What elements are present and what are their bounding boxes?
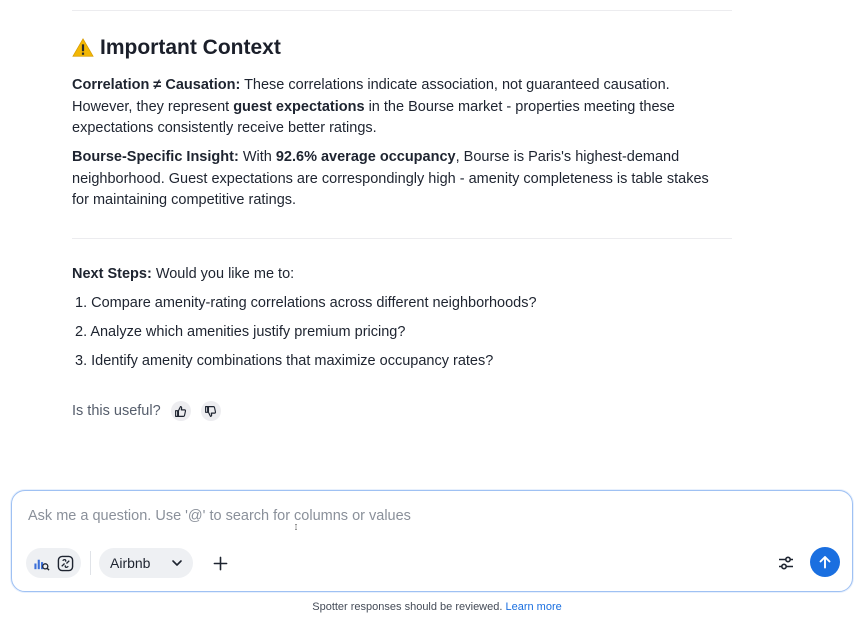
next-step-item: 2. Analyze which amenities justify premium pricing? xyxy=(75,324,406,340)
next-steps-text: Would you like me to: xyxy=(155,266,295,282)
search-data-icon xyxy=(33,555,50,572)
disclaimer-text: Spotter responses should be reviewed. xyxy=(312,601,503,613)
insight-bold: 92.6% average occupancy xyxy=(275,149,456,165)
tool-toggle-group xyxy=(26,548,81,578)
plus-icon xyxy=(213,556,228,571)
insight-label: Bourse-Specific Insight: xyxy=(72,149,239,165)
correlation-bold: guest expectations xyxy=(233,98,365,115)
chevron-down-icon xyxy=(170,556,184,570)
feedback-row xyxy=(72,401,221,421)
search-data-button[interactable] xyxy=(32,553,52,573)
send-button[interactable] xyxy=(810,547,840,577)
correlation-text-2: in the Bourse market - properties meeting these expectations consistently receive better ratings. xyxy=(72,98,675,136)
data-source-selector[interactable] xyxy=(99,548,193,578)
arrow-up-icon xyxy=(818,555,832,569)
context-heading xyxy=(72,36,281,60)
feedback-question: Is this useful? xyxy=(72,403,161,419)
thumbs-down-icon xyxy=(204,405,217,418)
warning-icon xyxy=(72,37,94,59)
next-steps-list xyxy=(75,293,537,380)
settings-button[interactable] xyxy=(775,552,797,574)
learn-more-link[interactable]: Learn more xyxy=(505,601,562,613)
disclaimer-footer xyxy=(0,601,859,613)
next-steps-label: Next Steps: xyxy=(72,266,152,282)
next-step-item: 1. Compare amenity-rating correlations across different neighborhoods? xyxy=(75,295,537,311)
text-cursor-icon xyxy=(295,521,297,533)
correlation-paragraph xyxy=(72,75,722,140)
top-divider xyxy=(72,10,732,11)
thumbs-up-icon xyxy=(174,405,187,418)
sliders-icon xyxy=(777,554,795,572)
section-divider xyxy=(72,238,732,239)
toolbar-separator xyxy=(90,551,91,575)
question-input[interactable] xyxy=(26,507,730,525)
insight-text-1: With xyxy=(242,149,272,165)
data-source-label: Airbnb xyxy=(110,555,151,571)
thumbs-down-button[interactable] xyxy=(201,401,221,421)
next-step-item: 3. Identify amenity combinations that maximize occupancy rates? xyxy=(75,353,494,369)
correlation-label: Correlation ≠ Causation: xyxy=(72,77,241,93)
insight-paragraph xyxy=(72,147,722,212)
connector-icon xyxy=(57,555,74,572)
thumbs-up-button[interactable] xyxy=(171,401,191,421)
question-composer xyxy=(11,490,853,592)
add-button[interactable] xyxy=(209,552,231,574)
insight-text-2: , Bourse is Paris's highest-demand neighborhood. Guest expectations are correspondingly high - amenity completeness is table stakes for maintaining competitive ratings. xyxy=(72,149,709,208)
correlation-text-1: These correlations indicate association, not guaranteed causation. However, they represent xyxy=(72,77,670,115)
next-steps-intro xyxy=(72,264,722,286)
context-heading-text: Important Context xyxy=(100,36,281,59)
connector-button[interactable] xyxy=(55,553,75,573)
